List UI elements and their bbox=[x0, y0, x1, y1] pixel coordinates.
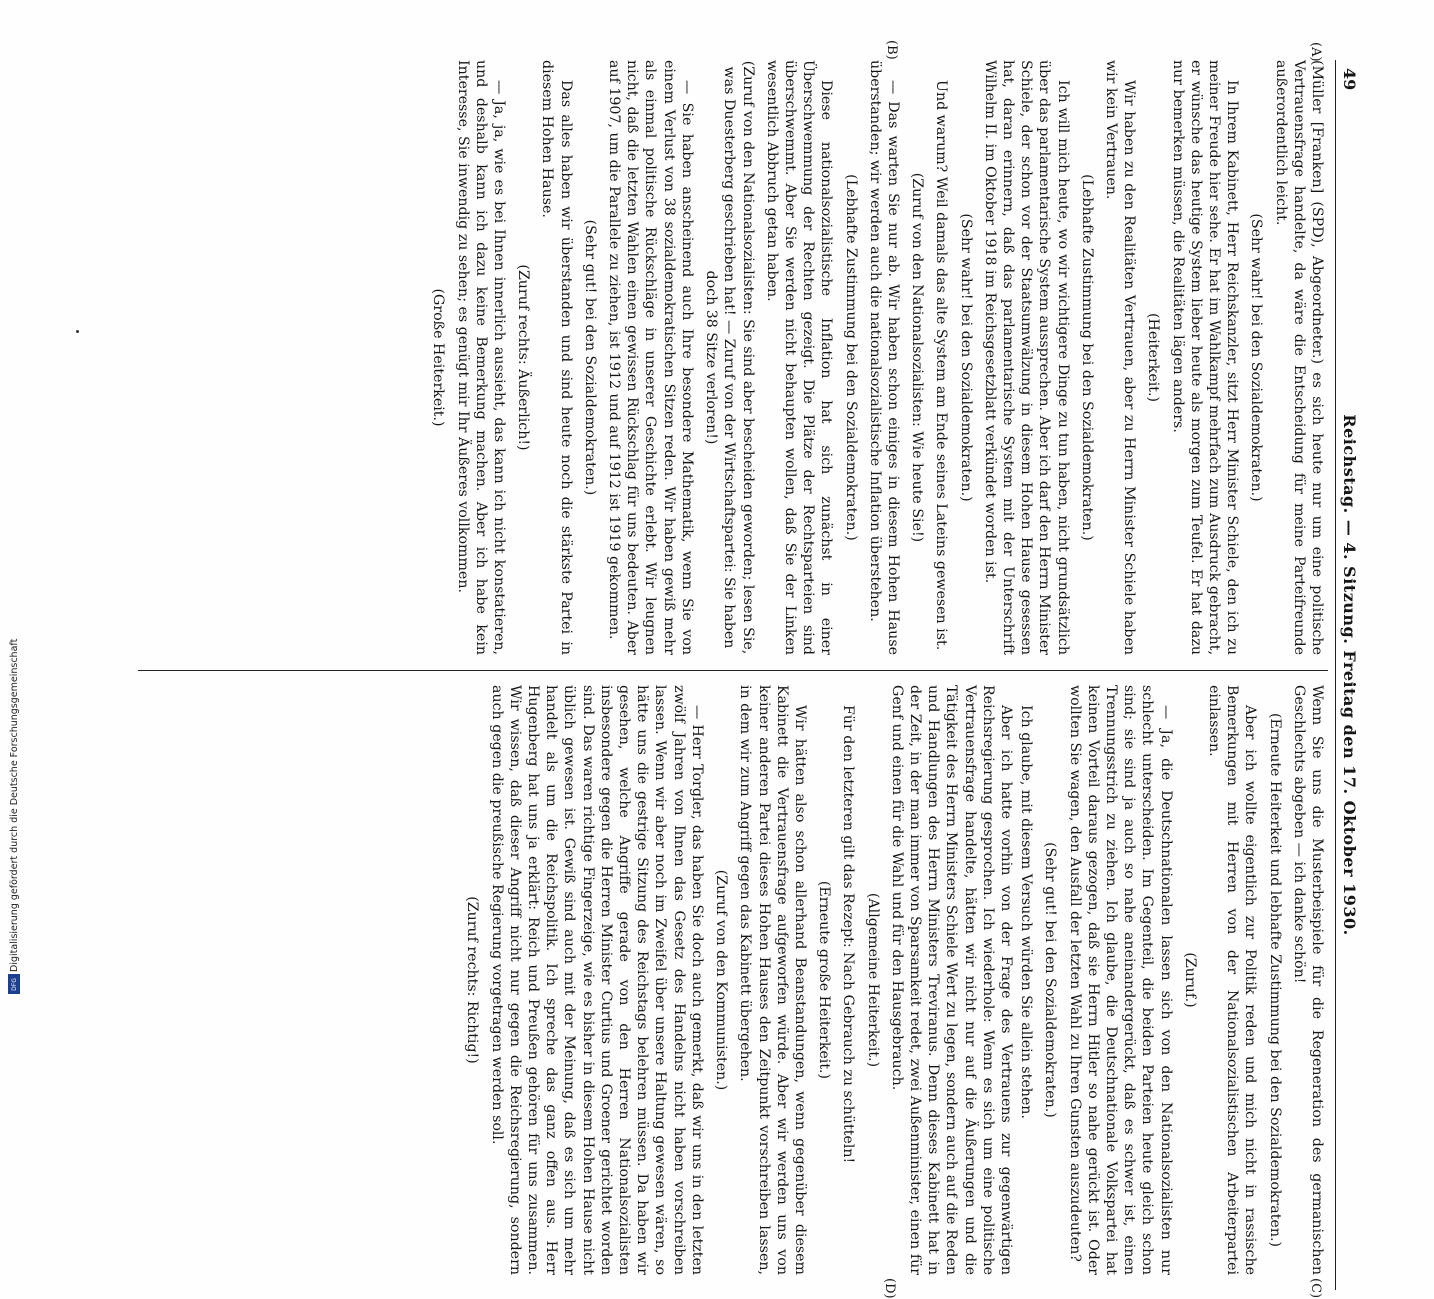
paragraph: Aber ich wollte eigentlich zur Politik reden und mich nicht in rassische Bemerkungen mit Herren von der Nationalsozialistischen Arbeiterpartei einlassen. bbox=[1205, 685, 1259, 1275]
paragraph: Das alles haben wir überstanden und sind heute noch die stärkste Partei in diesem Hohen Hause. bbox=[539, 60, 574, 655]
interjection: (Sehr gut! bei den Sozialdemokraten.) bbox=[1042, 842, 1059, 1118]
interjection: (Sehr wahr! bei den Sozialdemokraten.) bbox=[1248, 213, 1265, 502]
paragraph: Wenn Sie uns die Musterbeispiele für die Regeneration des germanischen Geschlechts abgeben — ich danke schön! bbox=[1290, 685, 1325, 1275]
page-title: Reichstag. — 4. Sitzung. Freitag den 17. Oktober 1930. bbox=[1340, 414, 1359, 936]
interjection: (Erneute Heiterkeit und lebhafte Zustimmung bei den Sozialdemokraten.) bbox=[1266, 712, 1283, 1247]
interjection: (Erneute große Heiterkeit.) bbox=[816, 880, 833, 1080]
interjection: (Heiterkeit.) bbox=[1145, 313, 1162, 402]
paragraph: Wir hätten also schon allerhand Beanstandungen, wenn gegenüber diesem Kabinett die Vertrauensfrage aufgeworfen würde. Aber wir werden uns von keiner anderen Partei dieses Hohen Hauses den Zeitpunkt vorschreiben lassen, in dem wir zum Angriff gegen das Kabinett übergehen. bbox=[737, 685, 808, 1275]
interjection: (Zuruf rechts: Äußerlich!) bbox=[515, 264, 532, 451]
interjection: (Lebhafte Zustimmung bei den Sozialdemokraten.) bbox=[842, 174, 859, 541]
paragraph: Ich will mich heute, wo wir wichtigere Dinge zu tun haben, nicht grundsätzlich über das parlamentarische System aussprechen. Aber ich darf den Herrn Minister Schiele, der schon vor der Staatsumwälzung in diesem Hohen Hause gesessen hat, daran erinnern, daß das parlamentarische System mit der Unterschrift Wilhelm II. im Oktober 1918 im Reichsgesetzblatt verkündet worden ist. bbox=[981, 60, 1071, 655]
dfg-logo-icon bbox=[8, 974, 20, 994]
footer-credit bbox=[8, 0, 20, 994]
page-header bbox=[1335, 60, 1358, 1290]
paragraph: Aber ich hatte vorhin von der Frage des Vertrauens zur gegenwärtigen Reichsregierung gesprochen. Ich wiederhole: Wenn es sich um eine politische Vertrauensfrage handelte, hätten wir nicht nur auf die Äußerungen und die Tätigkeit des Herrn Ministers Schiele Wert zu legen, sondern auch auf die Reden und Handlungen des Herrn Ministers Treviranus. Denn dieses Kabinett hat in der Zeit, in der man immer von Sparsamkeit redet, zwei Außenminister, einen für Genf und einen für die Wahl und für den Hausgebrauch. bbox=[888, 685, 1014, 1275]
paragraph: Für den letzteren gilt das Rezept: Nach Gebrauch zu schütteln! bbox=[840, 705, 857, 1164]
rotated-document-sheet bbox=[128, 40, 1359, 1299]
interjection: (Zuruf rechts: Richtig!) bbox=[464, 896, 481, 1064]
margin-marker-c: (C) bbox=[1308, 1278, 1323, 1299]
interjection: (Große Heiterkeit.) bbox=[430, 288, 447, 427]
dfg-logo-text: DFG bbox=[10, 977, 18, 991]
right-text-column bbox=[457, 685, 1326, 1275]
interjection: (Zuruf von den Kommunisten.) bbox=[713, 869, 730, 1091]
paragraph: — Herr Torgler, das haben Sie doch auch gemerkt, daß wir uns in den letzten zwölf Jahren von Ihnen das Gesetz des Handelns nicht haben vorschreiben lassen. Wenn wir aber noch im Zweifel über unsere Haltung gewesen wären, so hätte uns die gestrige Sitzung des Reichstags belehren müssen. Da haben wir gesehen, welche Angriffe gerade von den Herren Nationalsozialisten insbesondere gegen die Herren Minister Curtius und Groener gerichtet worden sind. Das waren richtige Fingerzeige, wie es bisher in diesem Hohen Hause nicht üblich gewesen ist. Gewiß sind auch mit der Meinung, daß es sich um mehr handelt als um die Reichspolitik. Ich spreche das ganz offen aus. Herr Hugenberg hat uns ja erklärt: Reich und Preußen gehören für uns zusammen. Wir wissen, daß dieser Angriff nicht nur gegen die Reichsregierung, sondern auch gegen die preußische Regierung vorgetragen werden soll. bbox=[488, 685, 705, 1275]
interjection: (Zuruf.) bbox=[1181, 952, 1198, 1008]
paragraph: — Sie haben anscheinend auch Ihre besondere Mathematik, wenn Sie von einem Verlust von 38 sozialdemokratischen Sitzen reden. Wir haben gewiß mehr als einmal politische Rückschläge in unserer Geschichte erlebt. Wir leugnen nicht, daß die letzten Wahlen einen gewissen Rückschlag für uns bedeuten. Aber auf 1907, um die Parallele zu ziehen, ist 1912 und auf 1912 ist 1919 gekommen. bbox=[606, 60, 695, 655]
paragraph: Und warum? Weil damals das alte System am Ende seines Lateins gewesen ist. bbox=[933, 80, 950, 651]
column-divider bbox=[138, 670, 1328, 671]
margin-marker-b: (B) bbox=[884, 40, 899, 60]
interjection: (Zuruf von den Nationalsozialisten: Sie sind aber bescheiden geworden; lesen Sie, was Duesterberg geschrieben hat! — Zuruf von der Wirtschaftspartei: Sie haben doch 38 Sitze verloren!) bbox=[703, 60, 756, 655]
interjection: (Zuruf von den Nationalsozialisten: Wie heute Sie!) bbox=[909, 172, 926, 543]
paragraph: — Ja, ja, wie es bei Ihnen innerlich aussieht, das kann ich nicht konstatieren, und deshalb kann ich dazu keine Bemerkung machen. Aber ich habe kein Interesse, Sie inwendig zu sehen; es genügt mir Ihr Äußeres vollkommen. bbox=[454, 60, 508, 655]
digitization-credit: Digitalisierung gefördert durch die Deutsche Forschungsgemeinschaft bbox=[9, 638, 20, 972]
paragraph: Ich glaube, mit diesem Versuch würden Sie allein stehen. bbox=[1018, 705, 1035, 1119]
paragraph: Diese nationalsozialistische Inflation hat sich zunächst in einer Überschwemmung der Rechten gezeigt. Die Plätze der Rechtsparteien sind überschwemmt. Aber Sie werden nicht behaupten wollen, daß Sie der Linken wesentlich Abbruch getan haben. bbox=[763, 60, 835, 655]
interjection: (Sehr wahr! bei den Sozialdemokraten.) bbox=[957, 213, 974, 502]
paragraph: Wir haben zu den Realitäten Vertrauen, aber zu Herrn Minister Schiele haben wir kein Vertrauen. bbox=[1102, 60, 1138, 655]
interjection: (Sehr gut! bei den Sozialdemokraten.) bbox=[581, 219, 598, 496]
paragraph: — Das warten Sie nur ab. Wir haben schon einiges in diesem Hohen Hause überstanden; wir werden auch die nationalsozialistische Inflation überstehen. bbox=[866, 60, 901, 655]
paragraph: In Ihrem Kabinett, Herr Reichskanzler, sitzt Herr Minister Schiele, den ich zu meiner Freude hier sehe. Er hat im Wahlkampf mehrfach zum Ausdruck gebracht, er wünsche das heutige System lieber heute als morgen zum Teufel. Er hat dazu nur bemerken müssen, die Realitäten lägen anders. bbox=[1169, 60, 1241, 655]
paragraph: (Müller [Franken] (SPD), Abgeordneter.) es sich heute nur um eine politische Vertrauensfrage handelte, da wäre die Entscheidung für meine Parteifreunde außerordentlich leicht. bbox=[1272, 60, 1325, 655]
left-text-column bbox=[423, 60, 1326, 655]
interjection: (Allgemeine Heiterkeit.) bbox=[864, 892, 881, 1068]
scan-speck bbox=[76, 330, 79, 333]
page-number: 49 bbox=[1340, 68, 1359, 91]
margin-marker-d: (D) bbox=[882, 1278, 897, 1299]
margin-marker-a: (A) bbox=[1308, 42, 1323, 62]
interjection: (Lebhafte Zustimmung bei den Sozialdemokraten.) bbox=[1078, 174, 1095, 541]
paragraph: — Ja, die Deutschnationalen lassen sich von den Nationalsozialisten nur schlecht unterscheiden. Im Gegenteil, die beiden Parteien heute gleich schon sind; sie sind ja auch so nahe aneinandergerückt, daß es schwer ist, einen Trennungsstrich zu ziehen. Ich glaube, die Deutschnationale Volkspartei hat keinen Vorteil daraus gezogen, daß sie Herrn Hitler so nahe gerückt ist. Oder wollten Sie wagen, den Ausfall der letzten Wahl zu Ihren Gunsten auszudeuten? bbox=[1066, 685, 1174, 1275]
